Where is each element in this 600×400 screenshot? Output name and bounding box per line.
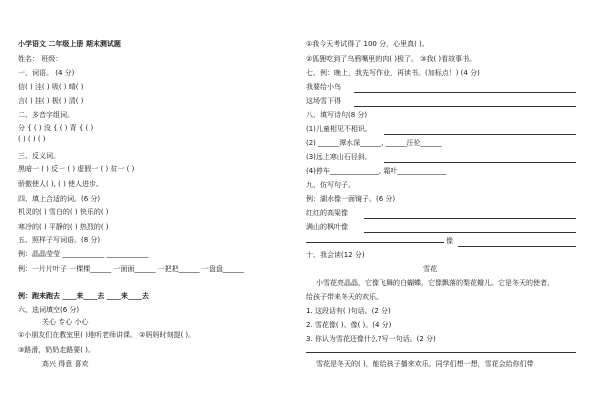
section-2-row-2: ( ) ( ) ( )	[18, 135, 46, 143]
answer-line	[364, 232, 576, 233]
section-8-heading: 八、填写诗句(8 分)	[306, 111, 368, 119]
section-1-row-1: 信( ) 洼( ) 吸( ) 晴( )	[18, 83, 84, 91]
story-line-3: 雪花是冬天的( )，能给孩子播来欢乐。同学们想一想，雪花会给你们带	[316, 360, 534, 368]
section-2-heading: 二、多音字组词。	[18, 111, 74, 119]
right-row-1: ①我今天考试得了 100 分，心里真( )。	[306, 40, 429, 48]
section-8-row-1: (1)儿童相见不相识,	[306, 125, 368, 133]
section-9-row-2: 满山的枫叶像	[306, 223, 348, 231]
answer-line	[458, 246, 576, 247]
story-line-2: 给孩子带来冬天的欢乐。	[306, 293, 383, 301]
section-6-heading: 六、选词填空(6 分)	[18, 306, 80, 314]
answer-line	[306, 352, 576, 353]
answer-line	[354, 92, 576, 93]
question-3: 3. 你认为雪花还像什么?写一句话。(2 分)	[306, 335, 436, 343]
section-8-row-4: (4)停车______________, 霜叶______________	[306, 167, 447, 175]
question-1: 1. 这段话有( )句话。(2 分)	[306, 307, 391, 315]
section-4-heading: 四、填上合适的词。(6 分)	[18, 195, 101, 203]
answer-line	[354, 106, 576, 107]
section-5-heading: 五、照样子写词语。(8 分)	[18, 236, 101, 244]
section-1-heading: 一、词语。 (4 分)	[18, 69, 75, 77]
section-8-row-3: (3)远上寒山石径斜,	[306, 153, 368, 161]
exam-title: 小学语文 二年级上册 期末测试题	[18, 40, 121, 48]
section-5-row-2: 例：一片片叶子 一棵棵______ 一面面______ 一把把______ 一盘盘______	[18, 265, 244, 273]
section-8-row-2: (2) ______潭水深______, ______汪伦______	[306, 139, 442, 147]
section-9-example: 例：湖水像一面镜子。(6 分)	[306, 195, 396, 203]
section-3-heading: 三、反义词。	[18, 152, 60, 160]
question-2: 2. 雪花像( )、像( )。(4 分)	[306, 321, 392, 329]
story-title: 雪花	[423, 265, 437, 273]
section-6-row-1: ①小朋友们在教室里( )地听老师讲课。 ②妈妈时刻提( )。	[18, 331, 196, 339]
section-9-row-1: 红红的高粱像	[306, 209, 348, 217]
story-line-1: 小雪花亮晶晶，它像飞舞的白蝴蝶，它像飘落的梨花瓣儿。它是冬天的使者，	[316, 279, 554, 287]
answer-line	[306, 242, 444, 243]
answer-line	[384, 162, 576, 163]
section-10-heading: 十、我会读(12 分)	[306, 251, 365, 259]
section-4-row-1: 机灵的( ) 雪白的( ) 快乐的( )	[18, 208, 109, 216]
answer-line	[364, 218, 576, 219]
section-2-row-1: 分 { ( ) 没 { ( ) 背 { ( )	[18, 124, 94, 132]
section-6-words-1: 关心 专心 小心	[42, 318, 89, 326]
section-4-row-2: 寒冷的( ) 平静的( ) 热烈的( )	[18, 223, 109, 231]
name-class-line: 姓名： 班级：	[18, 55, 63, 63]
answer-line	[384, 134, 576, 135]
right-row-2: ②狐狸吃到了乌鸦嘴里的肉( )极了。 ③我( )看故事书。	[306, 55, 477, 63]
section-7-heading: 七、例：晚上，我先写作业，再读书。(加标点！) (4 分)	[306, 69, 480, 77]
section-1-row-2: 言( ) 挂( ) 极( ) 清( )	[18, 97, 84, 105]
section-7-row-2: 这场雪下得	[306, 97, 341, 105]
section-7-row-1: 我要给小鸟	[306, 83, 341, 91]
section-5-row-3: 例：跑来跑去 ____来____去 ____来____去	[18, 292, 149, 300]
section-3-row-1: 黑暗一 ( ) 反一 ( ) 虚假一 ( ) 贫一 ( )	[18, 165, 135, 173]
section-5-row-1: 例：晶晶莹莹 ____________ ____________	[18, 250, 149, 258]
section-9-row-3: 像	[446, 237, 453, 245]
section-6-row-2: ③路滑，奶奶走路要( )。	[18, 346, 95, 354]
section-9-heading: 九、仿写句子。	[306, 181, 355, 189]
section-6-words-2: 高兴 得意 喜欢	[42, 360, 89, 368]
section-3-row-2: 骄傲使人( ), ( ) 使人进步。	[18, 180, 104, 188]
